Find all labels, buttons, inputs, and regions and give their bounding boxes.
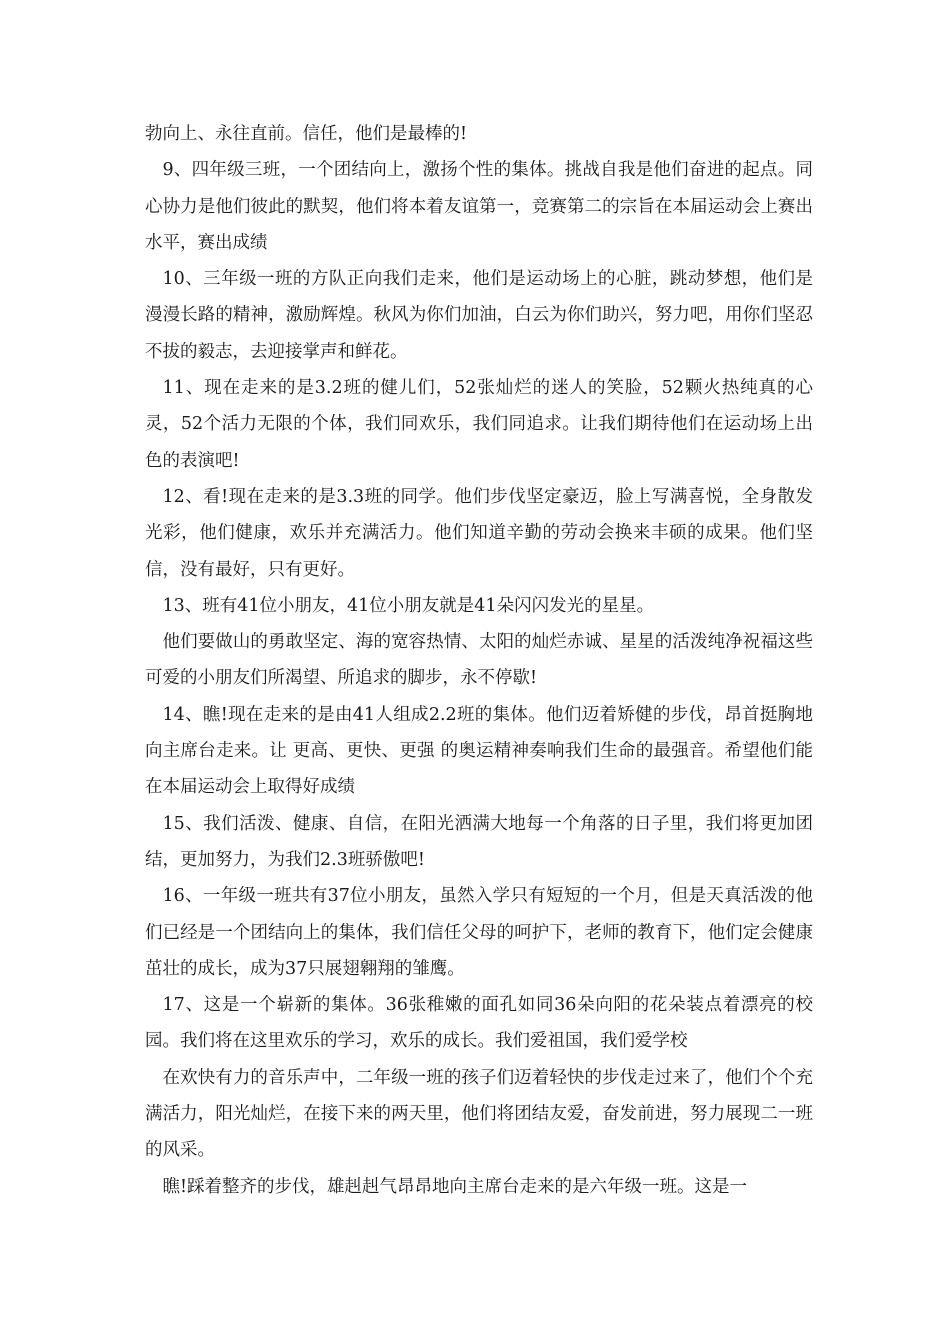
paragraph-grade-2-class-1: 在欢快有力的音乐声中，二年级一班的孩子们迈着轻快的步伐走过来了，他们个个充满活力，阳光灿烂，在接下来的两天里，他们将团结友爱，奋发前进，努力展现二一班的风采。 xyxy=(145,1067,813,1161)
paragraph-14: 14、瞧!现在走来的是由41人组成2.2班的集体。他们迈着矫健的步伐，昂首挺胸地向主席台走来。让 更高、更快、更强 的奥运精神奏响我们生命的最强音。希望他们能在本届运动会上取得好成绩 xyxy=(145,704,813,798)
paragraph-12: 12、看!现在走来的是3.3班的同学。他们步伐坚定豪迈，脸上写满喜悦，全身散发光彩，他们健康，欢乐并充满活力。他们知道辛勤的劳动会换来丰硕的成果。他们坚信，没有最好，只有更好。 xyxy=(145,486,813,580)
paragraph-9: 9、四年级三班，一个团结向上，激扬个性的集体。挑战自我是他们奋进的起点。同心协力是他们彼此的默契，他们将本着友谊第一，竞赛第二的宗旨在本届运动会上赛出水平，赛出成绩 xyxy=(145,160,813,253)
paragraph-continuation: 勃向上、永往直前。信任，他们是最棒的! xyxy=(145,124,468,144)
document-body xyxy=(145,116,813,1205)
paragraph-grade-6-class-1: 瞧!踩着整齐的步伐，雄赳赳气昂昂地向主席台走来的是六年级一班。这是一 xyxy=(162,1176,748,1197)
paragraph-15: 15、我们活泼、健康、自信，在阳光洒满大地每一个角落的日子里，我们将更加团结，更加努力，为我们2.3班骄傲吧! xyxy=(145,813,813,870)
paragraph-17: 17、这是一个崭新的集体。36张稚嫩的面孔如同36朵向阳的花朵装点着漂亮的校园。我们将在这里欢乐的学习，欢乐的成长。我们爱祖国，我们爱学校 xyxy=(145,995,813,1052)
paragraph-13-continued: 他们要做山的勇敢坚定、海的宽容热情、太阳的灿烂赤诚、星星的活泼纯净祝福这些可爱的小朋友们所渴望、所追求的脚步，永不停歇! xyxy=(145,632,813,689)
paragraph-10: 10、三年级一班的方队正向我们走来，他们是运动场上的心脏，跳动梦想，他们是漫漫长路的精神，激励辉煌。秋风为你们加油，白云为你们助兴，努力吧，用你们坚忍不拔的毅志，去迎接掌声和鲜花。 xyxy=(145,269,813,362)
paragraph-16: 16、一年级一班共有37位小朋友，虽然入学只有短短的一个月，但是天真活泼的他们已经是一个团结向上的集体，我们信任父母的呵护下，老师的教育下，他们定会健康茁壮的成长，成为37只展翅翱翔的雏鹰。 xyxy=(145,886,813,979)
paragraph-13: 13、班有41位小朋友，41位小朋友就是41朵闪闪发光的星星。 xyxy=(162,595,655,616)
paragraph-11: 11、现在走来的是3.2班的健儿们，52张灿烂的迷人的笑脸，52颗火热纯真的心灵，52个活力无限的个体，我们同欢乐，我们同追求。让我们期待他们在运动场上出色的表演吧! xyxy=(145,378,813,471)
